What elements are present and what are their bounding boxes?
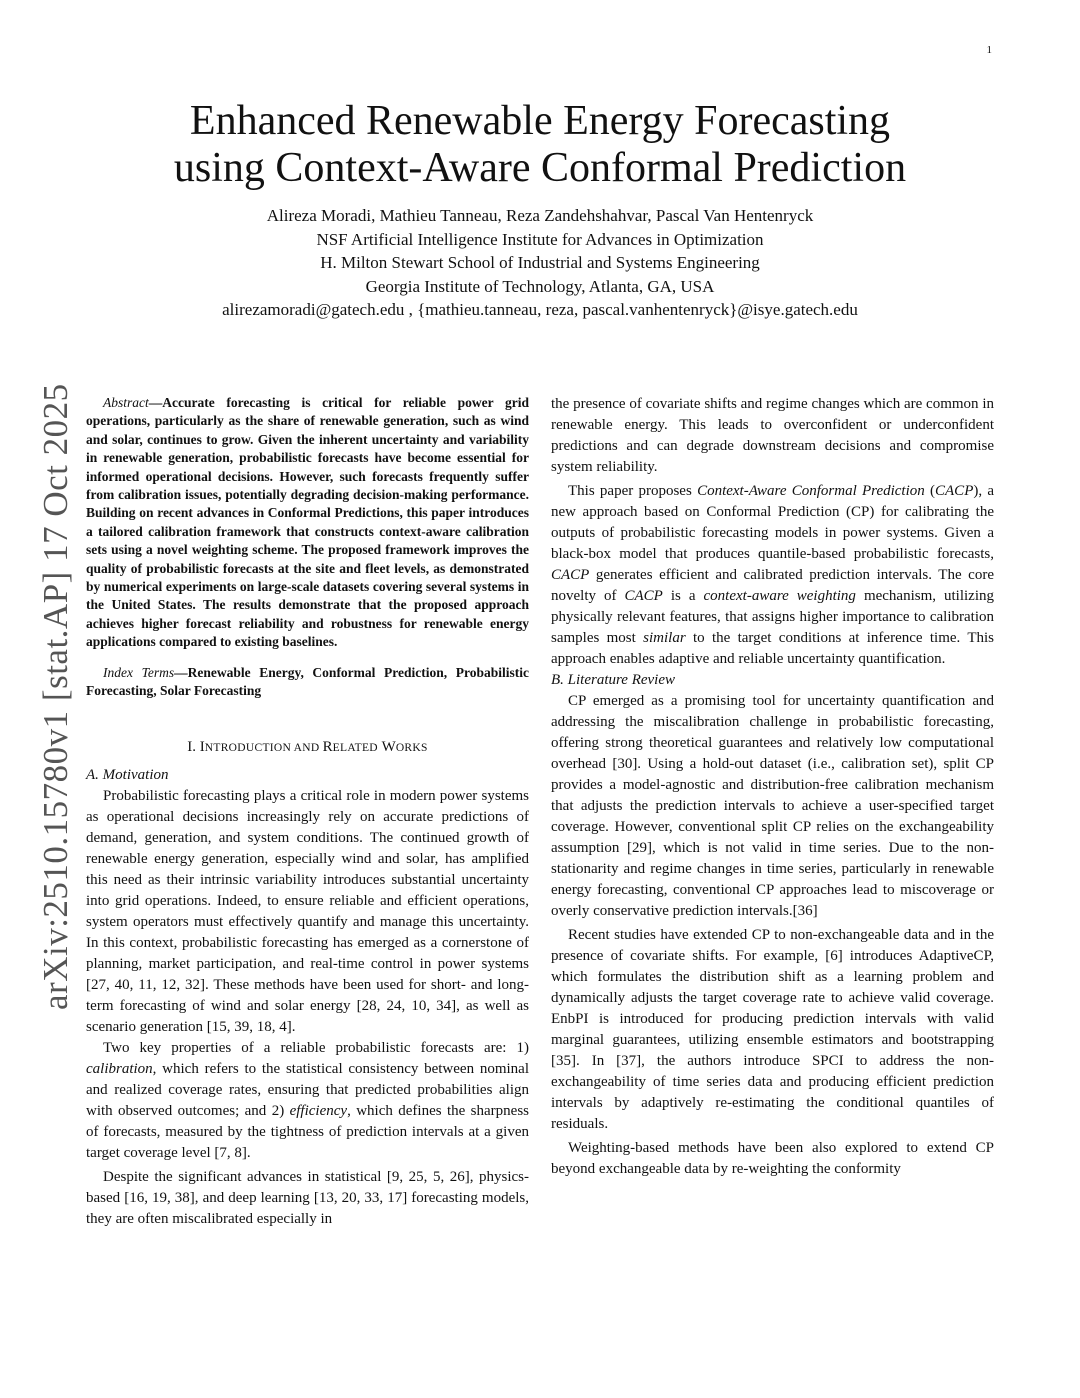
paragraph-motivation-2: Two key properties of a reliable probabilistic forecasts are: 1) calibration, which refers to the statistical consistency between nominal and realized coverage rates, ensuring that predicted probabilities align with observed outcomes; and 2) efficiency, which defines the sharpness of forecasts, measured by the tightness of prediction intervals at a given target coverage level [7, 8]. (86, 1039, 530, 1161)
subsection-heading-motivation: A. Motivation (86, 766, 169, 783)
index-terms-text: —Renewable Energy, Conformal Prediction, Probabilistic Forecasting, Solar Forecasting (86, 664, 530, 699)
arxiv-identifier-stamp[interactable]: arXiv:2510.15780v1 [stat.AP] 17 Oct 2025 (36, 383, 75, 1010)
index-terms-label: Index Terms (103, 664, 175, 680)
abstract-text: —Accurate forecasting is critical for reliable power grid operations, particularly as the share of renewable generation, such as wind and solar, continues to grow. Given the inherent uncertainty and variability in renewable generation, probabilistic forecasts have become essential for informed operational decisions. However, such forecasts frequently suffer from calibration issues, potentially degrading decision-making performance. Building on recent advances in Conformal Predictions, this paper introduces a tailored calibration framework that constructs context-aware calibration sets using a novel weighting scheme. The proposed framework improves the quality of probabilistic forecasts at the site and fleet levels, as demonstrated by numerical experiments on large-scale datasets covering several systems in the United States. The results demonstrate that the proposed approach achieves higher forecast reliability and robustness for renewable energy applications compared to existing baselines. (86, 395, 529, 650)
title-line-2: using Context-Aware Conformal Prediction (173, 145, 907, 191)
paragraph-literature-1: CP emerged as a promising tool for uncertainty quantification and addressing the miscalibration challenge in probabilistic forecasting, offering strong theoretical guarantees and relatively low computational overhead [30]. Using a hold-out dataset (i.e., calibration set), split CP provides a model-agnostic and distribution-free calibration mechanism that adjusts the prediction intervals to achieve a user-specified target coverage. However, conventional split CP relies on the exchangeability assumption [29], which is not valid in time series. Due to the non-stationarity and regime changes in time series, particularly in renewable energy forecasting, conventional CP approaches lead to miscoverage or overly conservative prediction intervals.[36] (551, 693, 994, 919)
paper-header (0, 98, 1080, 322)
subsection-heading-literature-review: B. Literature Review (551, 672, 675, 688)
affiliation-school: H. Milton Stewart School of Industrial and Systems Engineering (320, 253, 760, 272)
affiliation-institute: NSF Artificial Intelligence Institute for Advances in Optimization (316, 229, 764, 249)
title-line-1: Enhanced Renewable Energy Forecasting (189, 98, 891, 144)
index-terms (86, 664, 529, 701)
right-column (551, 394, 994, 1180)
paragraph-motivation-3: Despite the significant advances in statistical [9, 25, 5, 26], physics-based [16, 19, 38], and deep learning [13, 20, 33, 17] forecasting models, they are often miscalibrated especially in (86, 1168, 529, 1227)
abstract (86, 394, 529, 652)
page-number: 1 (986, 44, 992, 56)
paragraph-literature-3: Weighting-based methods have been also explored to extend CP beyond exchangeable data by re-weighting the conformity (551, 1140, 994, 1177)
paper-title (0, 98, 1080, 192)
paragraph-continued: the presence of covariate shifts and regime changes which are common in renewable energy. This leads to overconfident or underconfident predictions and can degrade downstream decisions and compromise system reliability. (551, 396, 994, 475)
paragraph-proposal: This paper proposes Context-Aware Conformal Prediction (CACP), a new approach based on Conformal Prediction (CP) for calibrating the outputs of probabilistic forecasting models in power systems. Given a black-box model that produces quantile-based probabilistic forecasts, CACP generates efficient and calibrated prediction intervals. The core novelty of CACP is a context-aware weighting mechanism, utilizing physically relevant features, that assigns higher importance to calibration samples most similar to the target conditions at inference time. This approach enables adaptive and reliable uncertainty quantification. (551, 483, 995, 667)
left-column (86, 394, 529, 1230)
author-block (0, 204, 1080, 322)
paragraph-literature-2: Recent studies have extended CP to non-exchangeable data and in the presence of covariate shifts. For example, [6] introduces AdaptiveCP, which formulates the distribution shift as a learning problem and dynamically adjusts the target coverage rate to achieve valid coverage. EnbPI is introduced for producing prediction intervals with valid marginal guarantees, utilizing ensemble estimators and bootstrapping [35]. In [37], the authors introduce SPCI to address the non-exchangeability of time series data and producing efficient prediction intervals by adaptively re-estimating the conditional quantiles of residuals. (551, 927, 994, 1132)
author-emails[interactable]: alirezamoradi@gatech.edu , {mathieu.tanneau, reza, pascal.vanhentenryck}@isye.gatech.edu (222, 300, 858, 319)
author-names: Alireza Moradi, Mathieu Tanneau, Reza Zandehshahvar, Pascal Van Hentenryck (266, 206, 814, 225)
abstract-label: Abstract (103, 395, 149, 410)
paragraph-motivation-1: Probabilistic forecasting plays a critical role in modern power systems as operational decisions increasingly rely on accurate predictions of demand, generation, and system conditions. The continued growth of renewable energy generation, especially wind and solar, has amplified this need as their intrinsic variability introduces substantial uncertainty into grid operations. Indeed, to ensure reliable and efficient operations, system operators must effectively quantify and manage this uncertainty. In this context, probabilistic forecasting has emerged as a cornerstone of planning, market participation, and real-time control in power systems [27, 40, 11, 12, 32]. These methods have been used for short- and long-term forecasting of wind and solar energy [28, 24, 10, 34], as well as scenario generation [15, 39, 18, 4]. (86, 787, 529, 1035)
section-heading-introduction: I. INTRODUCTION AND RELATED WORKS (187, 738, 428, 755)
affiliation-university: Georgia Institute of Technology, Atlanta, GA, USA (365, 276, 715, 296)
